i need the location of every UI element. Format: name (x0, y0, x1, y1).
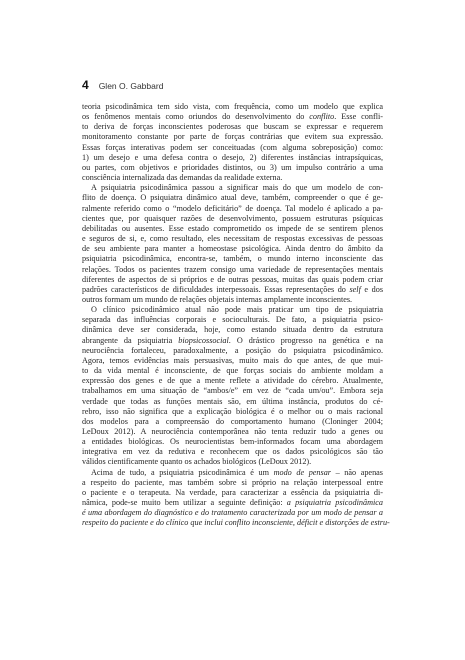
text-run: integrativa em vez da redutiva e reconhecem que os dados psicológicos são tão (82, 447, 383, 457)
text-line (82, 122, 383, 132)
text-run: Essas forças interativas podem ser conceituadas (com alguma sobreposição) como: (82, 142, 383, 152)
text-line (82, 173, 383, 183)
running-head-author: Glen O. Gabbard (98, 81, 164, 91)
text-line (82, 285, 383, 295)
text-line (82, 254, 383, 264)
text-run: monitoramento constante por parte de forças contrárias que evitem sua expressão. (82, 132, 383, 142)
text-line (82, 315, 383, 325)
text-run: dos modelos para a compreensão do comportamento humano (Cloninger 2004; (82, 416, 383, 426)
text-run: – não apenas (330, 467, 383, 477)
paragraph (82, 102, 383, 183)
text-run: e seguros de si, e, como resultado, eles necessitam de respostas excessivas de pessoas (82, 234, 383, 244)
paragraph (82, 183, 383, 305)
text-run: cientes que, por quaisquer razões de desenvolvimento, possuem estruturas psíquicas (82, 213, 383, 223)
text-line (82, 183, 383, 193)
text-line (82, 234, 383, 244)
text-line (82, 427, 383, 437)
text-line (82, 498, 383, 508)
text-line (82, 407, 383, 417)
text-run: O clínico psicodinâmico atual não pode mais praticar um tipo de psiquiatria (91, 305, 383, 315)
text-run: e dos (360, 284, 384, 294)
page-number: 4 (82, 78, 89, 92)
text-line (82, 214, 383, 224)
text-line (82, 397, 383, 407)
text-run: ou partes, com objetivos e prioridades distintos, ou 3) um impulso contrário a uma (82, 162, 383, 172)
text-run: neurociência fortaleceu, paradoxalmente, a posição do psiquiatra psicodinâmico. (82, 345, 383, 355)
text-line (82, 447, 383, 457)
text-run: relações. Todos os pacientes trazem consigo uma variedade de representações mentais (82, 264, 383, 274)
text-line (82, 336, 383, 346)
text-run: padrões característicos de dificuldades interpessoais. Essas representações do (82, 284, 350, 294)
text-line (82, 244, 383, 254)
text-run: o paciente e o terapeuta. Na verdade, para caracterizar a essência da psiquiatria di- (82, 487, 383, 497)
text-run: outros formam um mundo de relações objetais internas amplamente inconscientes. (82, 294, 353, 304)
text-line (82, 457, 383, 467)
italic-run: é uma abordagem do diagnóstico e do tratamento caracterizada por um modo de pensar a (82, 508, 383, 518)
text-run: . Esse confli- (334, 112, 383, 122)
text-run: to da vida mental é inconsciente, de que forças sociais do ambiente moldam a (82, 366, 383, 376)
italic-run: respeito do paciente e do clínico que inclui conflito inconsciente, déficit e distorções de estru- (82, 518, 390, 528)
text-line (82, 366, 383, 376)
text-run: a respeito do paciente, mas também sobre si próprio na relação interpessoal entre (82, 477, 383, 487)
text-line (82, 325, 383, 335)
paragraph (82, 467, 390, 529)
text-run: psiquiatria psicodinâmica, encontra-se, também, o mundo interno inconsciente das (82, 254, 383, 264)
text-run: de seu ambiente para manter a homeostase psicológica. Ainda dentro do âmbito da (82, 244, 383, 254)
text-run: nâmica, pode-se muito bem utilizar a seguinte definição: (82, 498, 287, 508)
text-line (82, 478, 383, 488)
text-run: A psiquiatria psicodinâmica passou a significar mais do que um modelo de con- (91, 183, 383, 193)
text-run: flito de doença. O psiquiatra dinâmico atual deve, também, compreender o que é ge- (82, 193, 383, 203)
text-line (82, 143, 383, 153)
text-run: Agora, temos evidências mais persuasivas, muito mais do que antes, de que mui- (82, 355, 383, 365)
text-line (82, 356, 383, 366)
text-run: separada das influências corporais e socioculturais. De fato, a psiquiatria psico- (82, 315, 383, 325)
text-line (82, 204, 383, 214)
text-run: verdade que todas as funções mentais são, em última instância, produtos do cé- (82, 396, 383, 406)
text-line (82, 305, 383, 315)
italic-run: a psiquiatria psicodinâmica (286, 498, 383, 508)
text-line (82, 417, 383, 427)
text-line (82, 224, 383, 234)
text-line (82, 386, 383, 396)
text-run: Acima de tudo, a psiquiatria psicodinâmica é um (91, 467, 274, 477)
text-run: os fenômenos mentais como oriundos do desenvolvimento do (82, 112, 310, 122)
text-line (82, 508, 383, 518)
text-line (82, 346, 383, 356)
text-line (82, 193, 383, 203)
text-run: a entidades biológicas. Os neurocientistas bem-informados focam uma abordagem (82, 437, 383, 447)
body-text (82, 102, 390, 529)
text-run: trabalhamos em uma situação de “ambos/e” em vez de “cada um/ou”. Embora seja (82, 386, 383, 396)
text-run: ralmente referido como o “modelo deficitário” de doença. Tal modelo é aplicado a pa- (82, 203, 383, 213)
text-line (82, 437, 383, 447)
text-run: abrangente da psiquiatria (82, 335, 179, 345)
text-run: rebro, isso não significa que a explicação biológica é o melhor ou o mais racional (82, 406, 383, 416)
text-run: to deriva de forças inconscientes poderosas que buscam se expressar e requerem (82, 122, 383, 132)
text-line (82, 488, 383, 498)
text-run: diferentes de aspectos de si próprios e de outras pessoas, muitas das quais podem criar (82, 274, 383, 284)
text-line (82, 153, 383, 163)
paragraph (82, 305, 383, 468)
italic-run: biopsicossocial (178, 335, 229, 345)
text-run: . O drástico progresso na genética e na (228, 335, 384, 345)
text-line (82, 112, 383, 122)
text-line (82, 132, 383, 142)
text-run: consciência internalizada das demandas da realidade externa. (82, 173, 283, 183)
text-run: válidos cientificamente quanto os achados biológicos (LeDoux 2012). (82, 457, 312, 467)
running-head (82, 78, 163, 92)
text-run: dinâmica deve ser considerada, hoje, como estando situada dentro da estrutura (82, 325, 383, 335)
text-line (82, 518, 390, 528)
text-run: 1) um desejo e uma defesa contra o desejo, 2) diferentes instâncias intrapsíquicas, (82, 152, 383, 162)
italic-run: self (349, 284, 361, 294)
text-line (82, 265, 383, 275)
text-line (82, 275, 383, 285)
text-run: LeDoux 2012). A neurociência contemporânea não tenta reduzir tudo a genes ou (82, 427, 383, 436)
italic-run: modo de pensar (273, 467, 331, 477)
italic-run: conflito (309, 112, 335, 122)
text-run: debilitadas ou ausentes. Esse estado comprometido os impede de se sentirem plenos (82, 223, 383, 233)
text-line (82, 376, 383, 386)
text-run: expressão dos genes e de que a mente reflete a atividade do cérebro. Atualmente, (82, 376, 383, 386)
text-line (82, 163, 383, 173)
text-line (82, 468, 383, 478)
text-line (82, 102, 383, 112)
text-line (82, 295, 383, 305)
text-run: teoria psicodinâmica tem sido vista, com frequência, como um modelo que explica (82, 102, 383, 111)
